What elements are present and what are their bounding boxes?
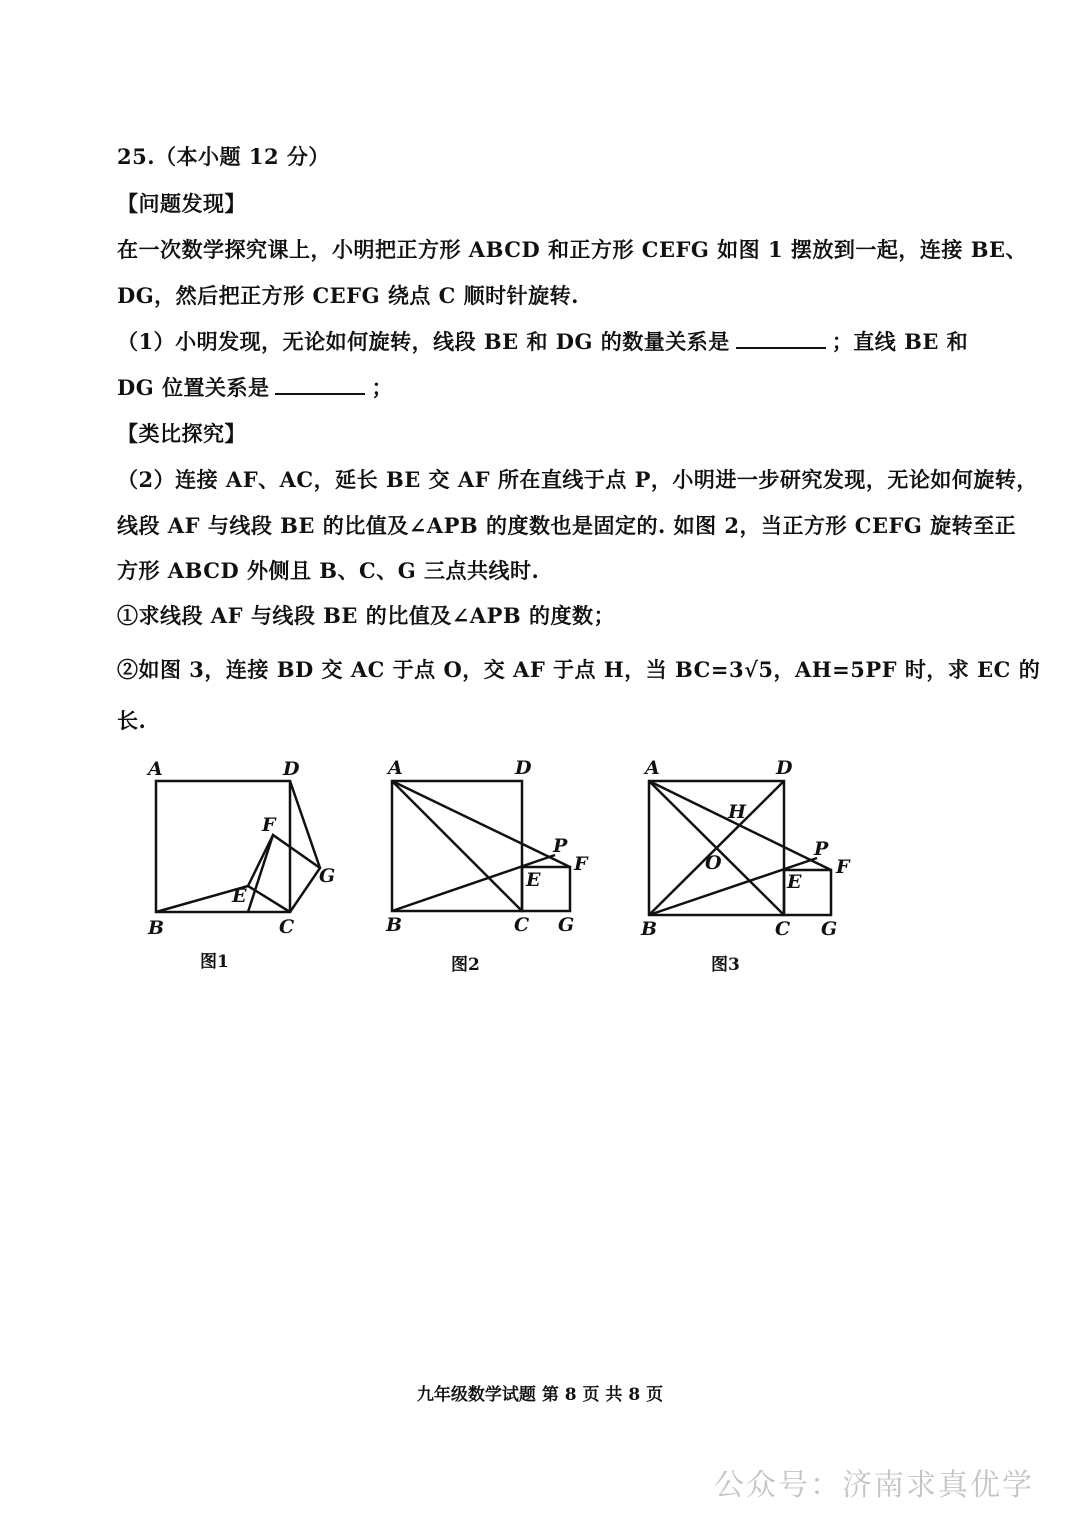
figure-3-diagram xyxy=(635,755,865,945)
figure-3-caption: 图3 xyxy=(711,955,740,975)
label-e: E xyxy=(526,869,541,891)
question-2-line-3: 方形 ABCD 外侧且 B、C、G 三点共线时. xyxy=(117,558,540,583)
figure-1-caption: 图1 xyxy=(200,952,229,972)
label-c: C xyxy=(279,916,295,938)
figure-1-diagram xyxy=(140,755,350,945)
sub-question-1: ①求线段 AF 与线段 BE 的比值及∠APB 的度数； xyxy=(117,603,615,628)
label-e: E xyxy=(232,885,247,907)
line-ap xyxy=(392,781,570,867)
question-2-line-2: 线段 AF 与线段 BE 的比值及∠APB 的度数也是固定的. 如图 2，当正方形 CEFG 旋转至正 xyxy=(117,513,1017,538)
label-d: D xyxy=(283,758,300,780)
sub-question-2-end: 长. xyxy=(117,708,147,733)
label-f: F xyxy=(574,853,588,875)
segment-ce xyxy=(248,886,290,912)
label-d: D xyxy=(776,757,793,779)
label-b: B xyxy=(148,917,165,939)
label-g: G xyxy=(319,865,336,887)
intro-line-1: 在一次数学探究课上，小明把正方形 ABCD 和正方形 CEFG 如图 1 摆放到一起，连接 BE、 xyxy=(117,237,1027,262)
label-h: H xyxy=(728,801,746,823)
label-p: P xyxy=(814,838,829,860)
section-title-analogy: 【类比探究】 xyxy=(117,421,246,446)
figure-2-diagram xyxy=(380,755,600,945)
label-c: C xyxy=(514,914,530,936)
label-o: O xyxy=(705,852,722,874)
page-footer: 九年级数学试题 第 8 页 共 8 页 xyxy=(416,1385,664,1405)
figure-2-caption: 图2 xyxy=(451,955,480,975)
q1-text-d: ； xyxy=(371,375,393,400)
label-a: A xyxy=(148,758,163,780)
label-p: P xyxy=(553,835,568,857)
q1-text-a: （1）小明发现，无论如何旋转，线段 BE 和 DG 的数量关系是 xyxy=(117,329,730,354)
label-d: D xyxy=(515,757,532,779)
line-ap xyxy=(649,781,831,870)
label-f: F xyxy=(262,814,276,836)
label-g: G xyxy=(558,914,575,936)
diagonal-ac xyxy=(392,781,522,911)
segment-ef xyxy=(248,835,273,886)
label-c: C xyxy=(775,918,791,940)
segment-dg xyxy=(290,781,320,868)
label-b: B xyxy=(386,914,403,936)
label-f: F xyxy=(836,856,850,878)
label-g: G xyxy=(821,918,838,940)
q1-text-b: ；直线 BE 和 xyxy=(831,329,969,354)
question-2-line-1: （2）连接 AF、AC，延长 BE 交 AF 所在直线于点 P，小明进一步研究发现，无论如何旋转， xyxy=(117,467,1038,492)
square-cefg xyxy=(248,835,320,912)
watermark: 公众号：济南求真优学 xyxy=(714,1468,1034,1503)
label-b: B xyxy=(641,918,658,940)
label-e: E xyxy=(787,871,802,893)
question-header: 25.（本小题 12 分） xyxy=(117,144,330,169)
section-title-discovery: 【问题发现】 xyxy=(117,191,246,216)
sub-question-2: ②如图 3，连接 BD 交 AC 于点 O，交 AF 于点 H，当 BC=3√5，AH=5PF 时，求 EC 的 xyxy=(117,657,1041,682)
label-a: A xyxy=(388,757,403,779)
question-1-line-2 xyxy=(117,374,393,402)
q1-text-c: DG 位置关系是 xyxy=(117,375,270,400)
question-1-line xyxy=(117,328,968,356)
answer-blank-1 xyxy=(736,329,826,349)
answer-blank-2 xyxy=(275,375,365,395)
intro-line-2: DG，然后把正方形 CEFG 绕点 C 顺时针旋转. xyxy=(117,283,579,308)
label-a: A xyxy=(645,757,660,779)
